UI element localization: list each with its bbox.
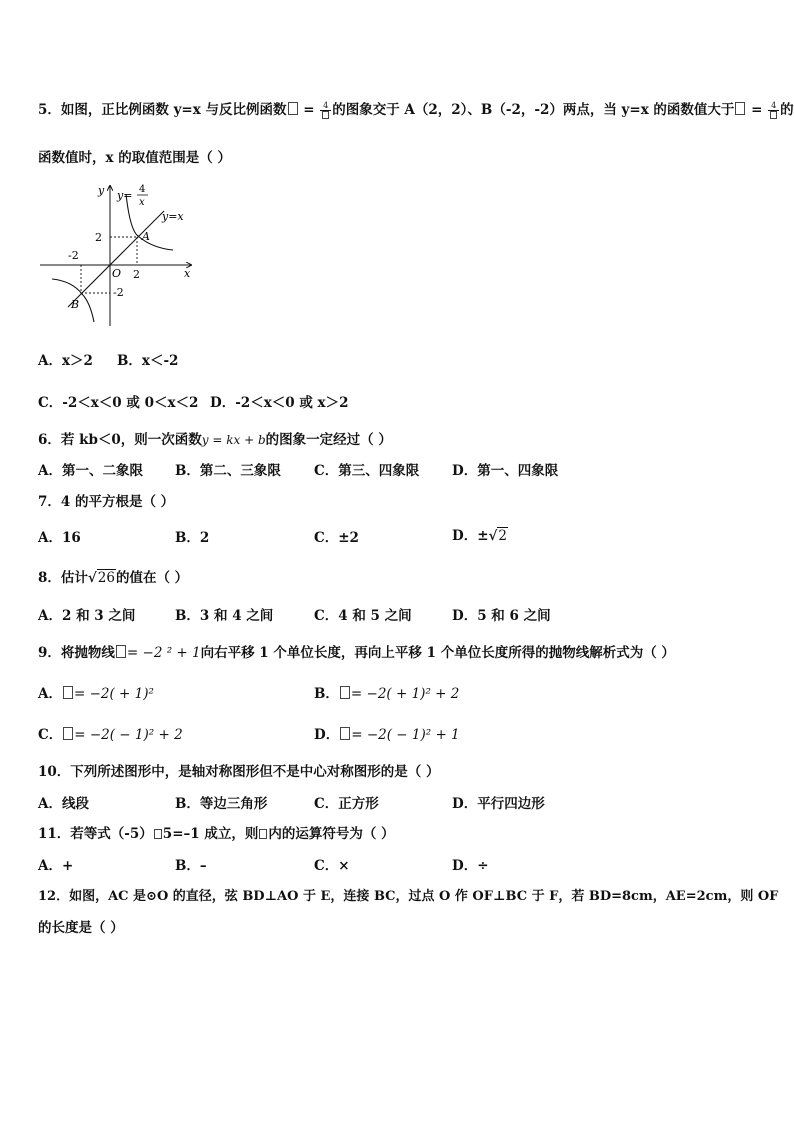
question-6 <box>38 428 392 448</box>
question-5-line-1: 5．如图，正比例函数 y=x 与反比例函数 = 4 的图象交于 A（2，2）、B（-2，-2）两点，当 y=x 的函数值大于 = 4 的 <box>38 100 794 118</box>
q6-option-b[interactable]: B．第二、三象限 <box>175 463 281 479</box>
placeholder-box <box>340 686 350 699</box>
placeholder-box <box>340 727 350 740</box>
q11-option-d[interactable]: D．÷ <box>452 858 489 874</box>
q10-option-b[interactable]: B．等边三角形 <box>175 796 268 812</box>
placeholder-box <box>63 727 73 740</box>
q5-stem-part2: 的图象交于 A（2，2）、B（-2，-2）两点，当 y=x 的函数值大于 <box>332 102 735 118</box>
q6-stem-part1: 6．若 kb＜0，则一次函数 <box>38 432 202 448</box>
q5-option-a[interactable]: A．x＞2 <box>38 353 93 369</box>
curve-label-denominator: x <box>139 197 145 208</box>
q5-fraction-numerator: 4 <box>320 102 331 111</box>
curve-label-numerator: 4 <box>139 184 146 195</box>
q10-option-a[interactable]: A．线段 <box>38 796 89 812</box>
q9-option-c-formula: = −2( − 1)² + 2 <box>74 727 183 743</box>
q5-fraction <box>320 102 331 120</box>
q9-formula: = −2 ² + 1 <box>126 645 201 661</box>
question-11 <box>38 822 395 842</box>
tick-label-2-y: 2 <box>95 231 102 244</box>
q11-stem-part3: 内的运算符号为（ ） <box>268 826 395 842</box>
q9-option-d-formula: = −2( − 1)² + 1 <box>351 727 460 743</box>
q9-option-a-label: A． <box>38 686 62 702</box>
q5-stem-part3: 的 <box>780 102 794 118</box>
q10-option-c[interactable]: C．正方形 <box>314 796 379 812</box>
placeholder-box <box>63 686 73 699</box>
line-label: y=x <box>162 210 184 223</box>
q7-option-d-prefix: D．± <box>452 528 489 544</box>
q5-option-d[interactable]: D．-2＜x＜0 或 x＞2 <box>210 395 349 411</box>
curve-label-prefix: y= <box>117 189 133 202</box>
sqrt-symbol: √26 <box>87 570 115 586</box>
q6-option-a[interactable]: A．第一、二象限 <box>38 463 143 479</box>
placeholder-box <box>116 645 126 658</box>
q8-option-b[interactable]: B．3 和 4 之间 <box>175 608 274 624</box>
q5-fraction-2-numerator: 4 <box>768 102 779 111</box>
q7-option-d[interactable] <box>452 524 508 544</box>
q6-option-c[interactable]: C．第三、四象限 <box>314 463 420 479</box>
tick-label-2-x: 2 <box>133 268 140 281</box>
question-9 <box>38 641 675 661</box>
q8-radicand: 26 <box>97 570 115 586</box>
q5-stem-part1: 5．如图，正比例函数 y=x 与反比例函数 <box>38 102 287 118</box>
question-12-line-2: 的长度是（ ） <box>38 920 124 936</box>
placeholder-box <box>735 102 745 115</box>
q9-option-b[interactable] <box>314 682 459 702</box>
operator-box <box>259 829 267 839</box>
q6-formula: y = kx + b <box>201 433 266 447</box>
q7-option-a[interactable]: A．16 <box>38 530 81 546</box>
q9-stem-part1: 9．将抛物线 <box>38 645 115 661</box>
q9-option-d[interactable] <box>314 723 460 743</box>
q5-function-graph <box>38 180 198 330</box>
q8-stem-part1: 8．估计 <box>38 570 88 586</box>
q9-option-c[interactable] <box>38 723 183 743</box>
origin-label: O <box>112 267 122 280</box>
placeholder-box <box>288 102 298 115</box>
point-a-label: A <box>142 230 150 243</box>
q7-option-d-radicand: 2 <box>498 528 507 544</box>
point-b-label: B <box>71 298 80 311</box>
q11-option-c[interactable]: C．× <box>314 858 350 874</box>
q10-option-d[interactable]: D．平行四边形 <box>452 796 545 812</box>
q11-option-a[interactable]: A．+ <box>38 858 74 874</box>
q9-option-d-label: D． <box>314 727 340 743</box>
q6-stem-part2: 的图象一定经过（ ） <box>265 432 392 448</box>
q9-stem-part2: 向右平移 1 个单位长度，再向上平移 1 个单位长度所得的抛物线解析式为（ ） <box>200 645 675 661</box>
q11-option-b[interactable]: B．– <box>175 858 207 874</box>
question-10: 10．下列所述图形中，是轴对称图形但不是中心对称图形的是（ ） <box>38 764 440 780</box>
q6-option-d[interactable]: D．第一、四象限 <box>452 463 559 479</box>
question-7: 7．4 的平方根是（ ） <box>38 494 175 510</box>
tick-label-neg2-x: -2 <box>68 249 79 262</box>
q7-option-c[interactable]: C．±2 <box>314 530 359 546</box>
q11-stem-part1: 11．若等式（-5） <box>38 826 153 842</box>
q9-option-b-formula: = −2( + 1)² + 2 <box>350 686 460 702</box>
y-axis-label: y <box>98 184 105 197</box>
q9-option-b-label: B． <box>314 686 339 702</box>
q9-option-c-label: C． <box>38 727 63 743</box>
q5-option-c[interactable]: C．-2＜x＜0 或 0＜x＜2 <box>38 395 199 411</box>
q7-option-b[interactable]: B．2 <box>175 530 210 546</box>
q9-option-a[interactable] <box>38 682 154 702</box>
q9-option-a-formula: = −2( + 1)² <box>73 686 154 702</box>
x-axis-label: x <box>184 267 191 280</box>
q8-option-a[interactable]: A．2 和 3 之间 <box>38 608 136 624</box>
question-8 <box>38 566 188 586</box>
q5-fraction-2 <box>768 102 779 120</box>
operator-box <box>154 829 162 839</box>
question-5-line-2: 函数值时，x 的取值范围是（ ） <box>38 150 231 166</box>
tick-label-neg2-y: -2 <box>113 286 124 299</box>
q8-option-c[interactable]: C．4 和 5 之间 <box>314 608 412 624</box>
sqrt-symbol: √2 <box>488 528 507 544</box>
q11-stem-part2: 5=–1 成立，则 <box>162 826 259 842</box>
q8-stem-part2: 的值在（ ） <box>115 570 189 586</box>
q8-option-d[interactable]: D．5 和 6 之间 <box>452 608 551 624</box>
q5-option-b[interactable]: B．x＜-2 <box>117 353 179 369</box>
question-12-line-1: 12．如图，AC 是⊙O 的直径，弦 BD⊥AO 于 E，连接 BC，过点 O 作 OF⊥BC 于 F，若 BD=8cm，AE=2cm，则 OF <box>38 889 779 904</box>
